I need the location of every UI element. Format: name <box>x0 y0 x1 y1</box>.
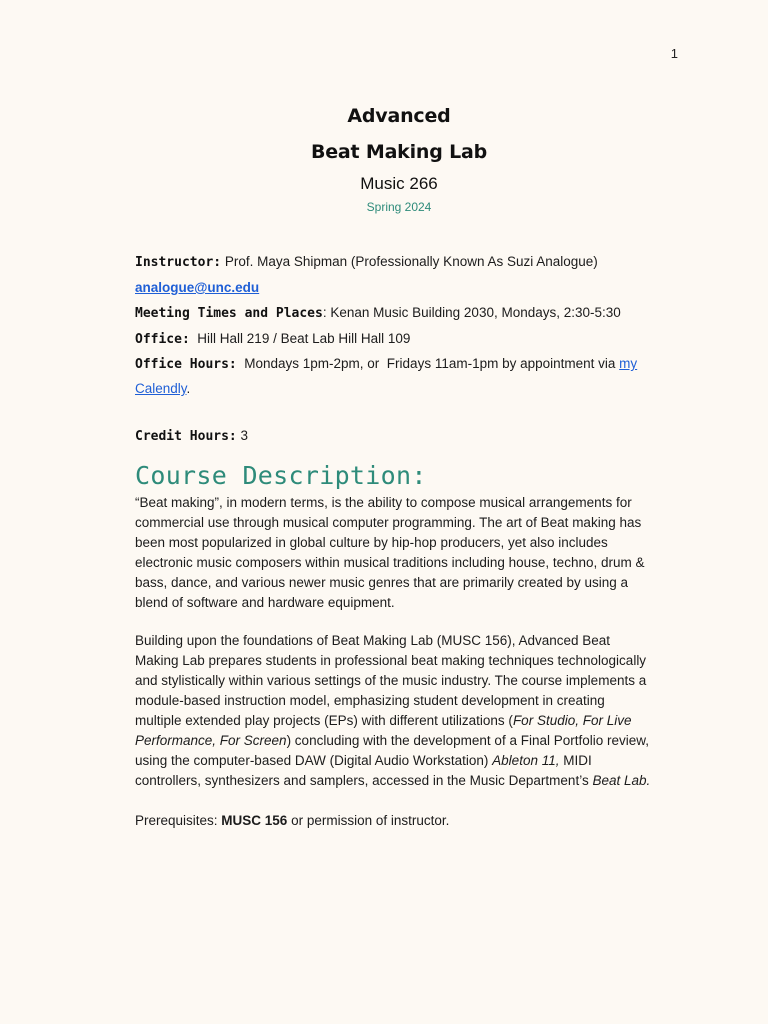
page-number: 1 <box>670 46 678 61</box>
syllabus-content <box>135 249 655 831</box>
calendly-link[interactable]: my Calendly <box>135 356 638 396</box>
email-link[interactable]: analogue@unc.edu <box>135 280 260 295</box>
para2-italic-1: For Studio, For Live Performance, For Screen <box>135 713 632 748</box>
prereq-text-b: or permission of instructor. <box>287 813 450 828</box>
prereq-text-a: Prerequisites: <box>135 813 222 828</box>
para2-text-c: MIDI controllers, synthesizers and samplers, accessed in the Music Department’s <box>135 753 593 788</box>
office-line <box>135 326 655 352</box>
meeting-value: : Kenan Music Building 2030, Mondays, 2:30-5:30 <box>322 305 621 320</box>
office-hours-value: Mondays 1pm-2pm, or Fridays 11am-1pm by appointment via <box>236 356 620 371</box>
title-line-2: Beat Making Lab <box>310 141 488 163</box>
credit-hours-line <box>135 423 655 449</box>
credit-hours-value: 3 <box>236 428 249 443</box>
course-description-heading: Course Description: <box>135 461 427 490</box>
prerequisites-line <box>135 811 655 831</box>
instructor-line <box>135 249 655 275</box>
title-line-1: Advanced <box>347 105 451 127</box>
para2-text-a: Building upon the foundations of Beat Making Lab (MUSC 156), Advanced Beat Making Lab prepares students in professional beat making techniques technologically and stylistically within various settings of the music industry. The course implements a module-based instruction model, emphasizing student development in creating multiple extended play projects (EPs) with different utilizations ( <box>135 633 647 728</box>
office-hours-line <box>135 352 655 401</box>
document-header <box>0 98 768 214</box>
para2-text-b: ) concluding with the development of a Final Portfolio review, using the computer-based DAW (Digital Audio Workstation) <box>135 733 650 768</box>
description-paragraph-2 <box>135 631 655 791</box>
office-value: Hill Hall 219 / Beat Lab Hill Hall 109 <box>189 331 411 346</box>
meeting-line <box>135 300 655 326</box>
course-code: Music 266 <box>360 174 438 193</box>
prereq-course: MUSC 156 <box>221 813 288 828</box>
para2-italic-2: Ableton 11, <box>492 753 560 768</box>
office-label: Office: <box>135 332 190 347</box>
para2-italic-3: Beat Lab. <box>592 773 651 788</box>
instructor-value: Prof. Maya Shipman (Professionally Known As Suzi Analogue) <box>221 254 598 269</box>
office-hours-label: Office Hours: <box>135 357 237 372</box>
office-hours-end: . <box>186 381 191 396</box>
meeting-label: Meeting Times and Places <box>135 306 323 321</box>
term: Spring 2024 <box>366 200 432 214</box>
instructor-label: Instructor: <box>135 255 222 270</box>
email-line <box>135 275 655 300</box>
credit-hours-label: Credit Hours: <box>135 429 237 444</box>
description-paragraph-1: “Beat making”, in modern terms, is the ability to compose musical arrangements for commercial use through musical computer programming. The art of Beat making has been most popularized in global culture by hip-hop producers, yet also includes electronic music composers within musical traditions including house, techno, drum & bass, dance, and various newer music genres that are primarily created by using a blend of software and hardware equipment. <box>135 495 645 610</box>
